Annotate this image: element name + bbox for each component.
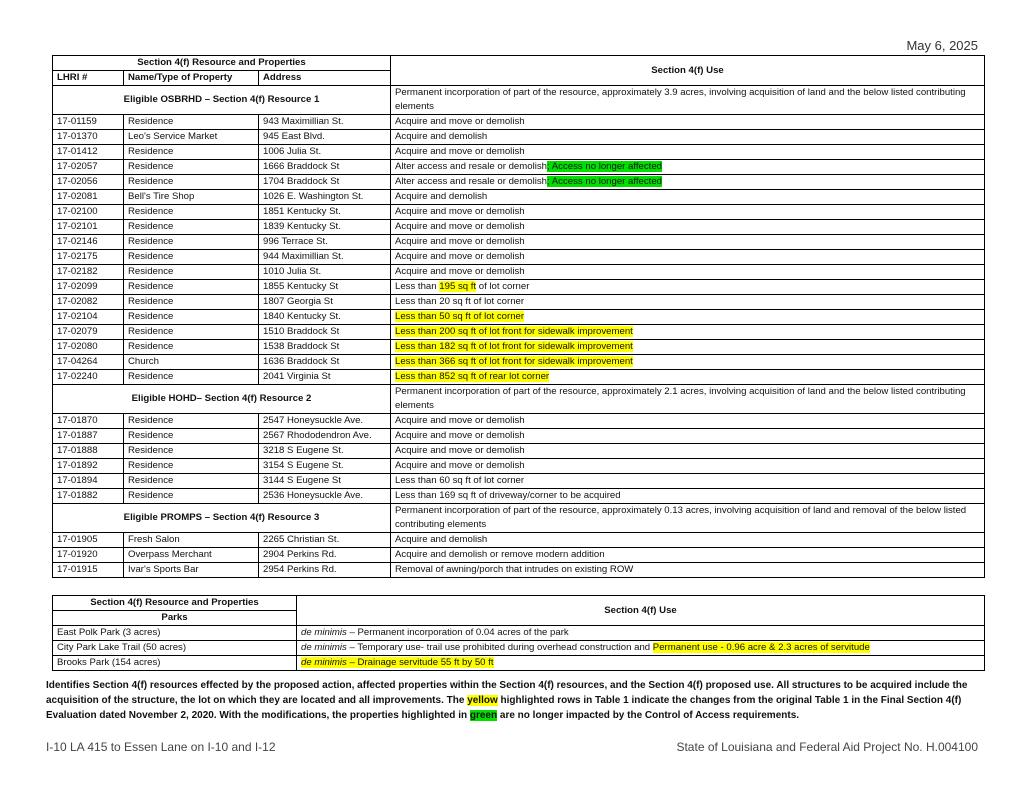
use-text: Acquire and move or demolish	[395, 116, 525, 127]
footer-project-name: I-10 LA 415 to Essen Lane on I-10 and I-12	[46, 740, 276, 754]
table1-header-use: Section 4(f) Use	[391, 56, 985, 86]
table-row	[53, 414, 985, 429]
cell-park: East Polk Park (3 acres)	[53, 626, 297, 641]
cell-use	[391, 414, 985, 429]
cell-address: 1666 Braddock St	[259, 160, 391, 175]
cell-address: 1840 Kentucky St.	[259, 310, 391, 325]
cell-park-use	[297, 656, 985, 671]
use-text-yellow-highlight: Less than 50 sq ft of lot corner	[395, 311, 525, 322]
cell-name: Residence	[124, 310, 259, 325]
use-text-yellow-highlight: Less than 852 sq ft of rear lot corner	[395, 371, 550, 382]
use-text-green-highlight: ; Access no longer affected	[546, 161, 663, 172]
cell-address: 1807 Georgia St	[259, 295, 391, 310]
cell-use	[391, 533, 985, 548]
cell-use	[391, 265, 985, 280]
cell-lhri: 17-02081	[53, 190, 124, 205]
cell-park-use	[297, 626, 985, 641]
footer-project-number: State of Louisiana and Federal Aid Project No. H.004100	[676, 740, 978, 754]
table-row	[53, 130, 985, 145]
use-text: Acquire and move or demolish	[395, 236, 525, 247]
use-text: Acquire and move or demolish	[395, 206, 525, 217]
cell-name: Ivar's Sports Bar	[124, 563, 259, 578]
cell-lhri: 17-01887	[53, 429, 124, 444]
cell-name: Bell's Tire Shop	[124, 190, 259, 205]
cell-lhri: 17-01370	[53, 130, 124, 145]
cell-use	[391, 325, 985, 340]
table-row	[53, 160, 985, 175]
cell-use	[391, 235, 985, 250]
use-text: Less than 20 sq ft of lot corner	[395, 296, 525, 307]
table-row	[53, 190, 985, 205]
table-row	[53, 459, 985, 474]
cell-use	[391, 444, 985, 459]
park-row	[53, 656, 985, 671]
use-text: Acquire and demolish or remove modern addition	[395, 549, 605, 560]
table-row	[53, 489, 985, 504]
cell-lhri: 17-02100	[53, 205, 124, 220]
cell-lhri: 17-02079	[53, 325, 124, 340]
cell-address: 3218 S Eugene St.	[259, 444, 391, 459]
table2-header-use: Section 4(f) Use	[297, 596, 985, 626]
note-green-word: green	[469, 710, 498, 721]
cell-address: 1636 Braddock St	[259, 355, 391, 370]
cell-lhri: 17-04264	[53, 355, 124, 370]
cell-use	[391, 220, 985, 235]
de-minimis-label-yellow: de minimis	[301, 657, 347, 668]
section-4f-properties-table	[52, 55, 985, 578]
cell-name: Residence	[124, 265, 259, 280]
resource-group-row	[53, 504, 985, 533]
cell-use	[391, 190, 985, 205]
note-part2: highlighted rows in Table 1 indicate the changes from the original Table 1 in the Final Section 4(f) Evaluation dated November 2, 2020. With the modifications, the properties highlighted in	[46, 695, 962, 721]
cell-name: Residence	[124, 444, 259, 459]
cell-use	[391, 130, 985, 145]
table-row	[53, 444, 985, 459]
cell-lhri: 17-02146	[53, 235, 124, 250]
cell-lhri: 17-01159	[53, 115, 124, 130]
cell-name: Residence	[124, 220, 259, 235]
table-row	[53, 310, 985, 325]
use-text-yellow-highlight: – Drainage servitude 55 ft by 50 ft	[346, 657, 494, 668]
cell-lhri: 17-02101	[53, 220, 124, 235]
cell-address: 2265 Christian St.	[259, 533, 391, 548]
cell-name: Residence	[124, 429, 259, 444]
cell-address: 996 Terrace St.	[259, 235, 391, 250]
col-lhri: LHRI #	[53, 71, 124, 86]
resource-group-row	[53, 86, 985, 115]
use-text: Acquire and move or demolish	[395, 445, 525, 456]
cell-lhri: 17-01894	[53, 474, 124, 489]
table2-header-parks: Parks	[53, 611, 297, 626]
use-text: Acquire and move or demolish	[395, 430, 525, 441]
cell-lhri: 17-01412	[53, 145, 124, 160]
de-minimis-label: de minimis	[301, 642, 347, 653]
cell-name: Residence	[124, 414, 259, 429]
cell-address: 3144 S Eugene St	[259, 474, 391, 489]
use-text: Acquire and demolish	[395, 191, 488, 202]
cell-park: City Park Lake Trail (50 acres)	[53, 641, 297, 656]
cell-name: Residence	[124, 250, 259, 265]
table-row	[53, 295, 985, 310]
table-row	[53, 533, 985, 548]
cell-name: Residence	[124, 175, 259, 190]
note-part3: are no longer impacted by the Control of Access requirements.	[497, 710, 800, 721]
cell-name: Residence	[124, 459, 259, 474]
use-text: Acquire and move or demolish	[395, 266, 525, 277]
table-row	[53, 340, 985, 355]
resource-group-description: Permanent incorporation of part of the resource, approximately 3.9 acres, involving acquisition of land and the below listed contributing elements	[391, 86, 985, 115]
use-text-yellow-highlight: Less than 200 sq ft of lot front for sidewalk improvement	[395, 326, 633, 337]
resource-group-title: Eligible PROMPS – Section 4(f) Resource 3	[53, 504, 391, 533]
cell-address: 1026 E. Washington St.	[259, 190, 391, 205]
use-text: of lot corner	[476, 281, 530, 292]
table-row	[53, 265, 985, 280]
cell-lhri: 17-02099	[53, 280, 124, 295]
cell-park: Brooks Park (154 acres)	[53, 656, 297, 671]
cell-use	[391, 563, 985, 578]
cell-lhri: 17-01920	[53, 548, 124, 563]
cell-name: Overpass Merchant	[124, 548, 259, 563]
table-row	[53, 250, 985, 265]
cell-address: 2041 Virginia St	[259, 370, 391, 385]
cell-address: 2567 Rhododendron Ave.	[259, 429, 391, 444]
use-text: Acquire and demolish	[395, 534, 488, 545]
resource-group-title: Eligible OSBRHD – Section 4(f) Resource 1	[53, 86, 391, 115]
cell-name: Residence	[124, 145, 259, 160]
table-row	[53, 205, 985, 220]
park-row	[53, 626, 985, 641]
cell-address: 1851 Kentucky St.	[259, 205, 391, 220]
use-text: Acquire and demolish	[395, 131, 488, 142]
cell-address: 943 Maximillian St.	[259, 115, 391, 130]
cell-address: 1839 Kentucky St.	[259, 220, 391, 235]
cell-address: 2536 Honeysuckle Ave.	[259, 489, 391, 504]
use-text-yellow-highlight: Less than 182 sq ft of lot front for sidewalk improvement	[395, 341, 633, 352]
cell-use	[391, 115, 985, 130]
cell-name: Residence	[124, 295, 259, 310]
cell-name: Residence	[124, 115, 259, 130]
cell-name: Fresh Salon	[124, 533, 259, 548]
cell-lhri: 17-02104	[53, 310, 124, 325]
cell-use	[391, 340, 985, 355]
cell-lhri: 17-02056	[53, 175, 124, 190]
use-text: Acquire and move or demolish	[395, 415, 525, 426]
document-date: May 6, 2025	[906, 38, 978, 53]
cell-use	[391, 175, 985, 190]
cell-park-use	[297, 641, 985, 656]
table-row	[53, 429, 985, 444]
cell-address: 1538 Braddock St	[259, 340, 391, 355]
use-text: Acquire and move or demolish	[395, 146, 525, 157]
table-row	[53, 235, 985, 250]
cell-name: Residence	[124, 160, 259, 175]
de-minimis-label: de minimis	[301, 627, 347, 638]
cell-use	[391, 459, 985, 474]
park-row	[53, 641, 985, 656]
cell-address: 1510 Braddock St	[259, 325, 391, 340]
cell-lhri: 17-02182	[53, 265, 124, 280]
table-row	[53, 548, 985, 563]
cell-address: 3154 S Eugene St.	[259, 459, 391, 474]
use-text-yellow-highlight: Less than 366 sq ft of lot front for sidewalk improvement	[395, 356, 633, 367]
cell-use	[391, 489, 985, 504]
cell-lhri: 17-01905	[53, 533, 124, 548]
table-row	[53, 115, 985, 130]
table1-header-group: Section 4(f) Resource and Properties	[53, 56, 391, 71]
table-row	[53, 563, 985, 578]
cell-name: Residence	[124, 340, 259, 355]
use-text: Less than 60 sq ft of lot corner	[395, 475, 525, 486]
cell-address: 944 Maximillian St.	[259, 250, 391, 265]
table2-header-group: Section 4(f) Resource and Properties	[53, 596, 297, 611]
table-row	[53, 145, 985, 160]
table-row	[53, 280, 985, 295]
section-4f-parks-table	[52, 595, 985, 671]
use-text: – Permanent incorporation of 0.04 acres of the park	[346, 627, 569, 638]
cell-address: 2904 Perkins Rd.	[259, 548, 391, 563]
cell-use	[391, 250, 985, 265]
cell-lhri: 17-02175	[53, 250, 124, 265]
cell-name: Leo's Service Market	[124, 130, 259, 145]
cell-use	[391, 429, 985, 444]
cell-name: Residence	[124, 235, 259, 250]
use-text: Alter access and resale or demolish	[395, 161, 547, 172]
cell-use	[391, 295, 985, 310]
use-text: Alter access and resale or demolish	[395, 176, 547, 187]
cell-use	[391, 474, 985, 489]
resource-group-title: Eligible HOHD– Section 4(f) Resource 2	[53, 385, 391, 414]
cell-name: Residence	[124, 474, 259, 489]
cell-use	[391, 280, 985, 295]
cell-name: Residence	[124, 205, 259, 220]
cell-name: Residence	[124, 325, 259, 340]
col-address: Address	[259, 71, 391, 86]
use-text: Less than 169 sq ft of driveway/corner to be acquired	[395, 490, 621, 501]
table-note	[46, 678, 976, 723]
cell-use	[391, 370, 985, 385]
cell-lhri: 17-02057	[53, 160, 124, 175]
cell-lhri: 17-01882	[53, 489, 124, 504]
use-text-green-highlight: ; Access no longer affected	[546, 176, 663, 187]
use-text: Acquire and move or demolish	[395, 460, 525, 471]
cell-address: 1704 Braddock St	[259, 175, 391, 190]
cell-use	[391, 145, 985, 160]
table-row	[53, 175, 985, 190]
cell-lhri: 17-01870	[53, 414, 124, 429]
note-part1: Identifies Section 4(f) resources effected by the proposed action, affected properties within the Section 4(f) resources, and the Section 4(f) proposed use. All structures to be acquired include the acquisition of the structure, the lot on which they are located and all improvements. The	[46, 680, 968, 706]
cell-address: 945 East Blvd.	[259, 130, 391, 145]
use-text: – Temporary use- trail use prohibited during overhead construction and	[346, 642, 653, 653]
use-text-yellow-highlight: 195 sq ft	[439, 281, 477, 292]
cell-name: Residence	[124, 370, 259, 385]
cell-address: 2547 Honeysuckle Ave.	[259, 414, 391, 429]
table-row	[53, 355, 985, 370]
cell-address: 1010 Julia St.	[259, 265, 391, 280]
cell-lhri: 17-01892	[53, 459, 124, 474]
cell-use	[391, 548, 985, 563]
resource-group-row	[53, 385, 985, 414]
use-text: Acquire and move or demolish	[395, 221, 525, 232]
cell-name: Residence	[124, 280, 259, 295]
use-text-yellow-highlight: Permanent use - 0.96 acre & 2.3 acres of servitude	[652, 642, 870, 653]
use-text: Less than	[395, 281, 440, 292]
cell-name: Church	[124, 355, 259, 370]
cell-use	[391, 205, 985, 220]
cell-lhri: 17-02082	[53, 295, 124, 310]
resource-group-description: Permanent incorporation of part of the resource, approximately 0.13 acres, involving acquisition of land and removal of the below listed contributing elements	[391, 504, 985, 533]
cell-address: 1006 Julia St.	[259, 145, 391, 160]
cell-address: 1855 Kentucky St	[259, 280, 391, 295]
col-name: Name/Type of Property	[124, 71, 259, 86]
table-row	[53, 325, 985, 340]
cell-lhri: 17-01888	[53, 444, 124, 459]
cell-lhri: 17-02240	[53, 370, 124, 385]
cell-use	[391, 355, 985, 370]
resource-group-description: Permanent incorporation of part of the resource, approximately 2.1 acres, involving acquisition of land and the below listed contributing elements	[391, 385, 985, 414]
cell-use	[391, 310, 985, 325]
table-row	[53, 474, 985, 489]
cell-lhri: 17-01915	[53, 563, 124, 578]
cell-address: 2954 Perkins Rd.	[259, 563, 391, 578]
use-text: Acquire and move or demolish	[395, 251, 525, 262]
table-row	[53, 370, 985, 385]
cell-lhri: 17-02080	[53, 340, 124, 355]
cell-name: Residence	[124, 489, 259, 504]
table-row	[53, 220, 985, 235]
note-yellow-word: yellow	[467, 695, 498, 706]
cell-use	[391, 160, 985, 175]
use-text: Removal of awning/porch that intrudes on existing ROW	[395, 564, 634, 575]
